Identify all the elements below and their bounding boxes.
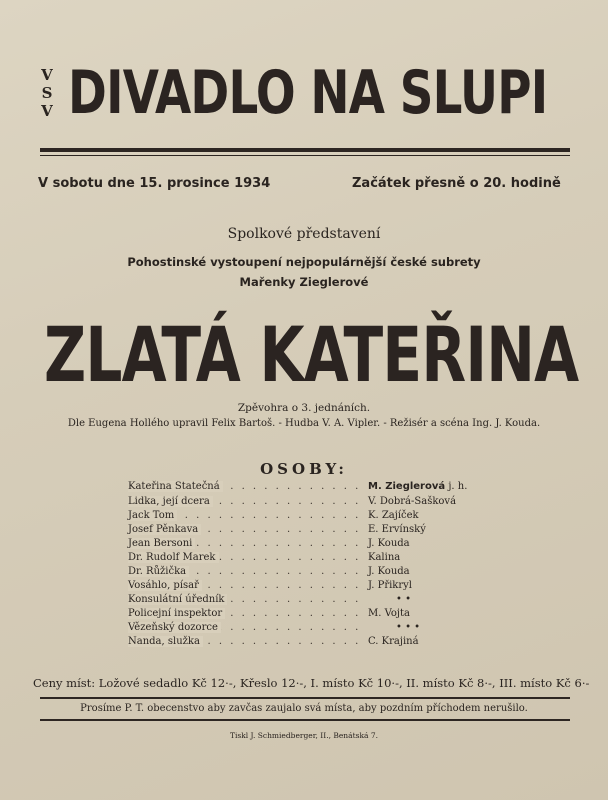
guest-line-2: Mařenky Zieglerové bbox=[239, 275, 369, 289]
vsv-letter: V bbox=[41, 102, 53, 120]
theatre-title: DIVADLO NA SLUPI bbox=[68, 58, 548, 128]
cast-role: Lidka, její dcera bbox=[128, 496, 213, 507]
cast-actor: • • • bbox=[396, 622, 421, 633]
cast-row bbox=[128, 636, 468, 648]
cast-actor: • • bbox=[396, 594, 411, 605]
cast-actor: J. Kouda bbox=[368, 538, 410, 549]
cast-row bbox=[128, 481, 468, 493]
play-title: ZLATÁ KATEŘINA bbox=[44, 310, 579, 399]
cast-role: Kateřina Statečná bbox=[128, 481, 223, 492]
cast-role: Vosáhlo, písař bbox=[128, 580, 202, 591]
cast-row bbox=[128, 622, 468, 634]
play-credits: Dle Eugena Hollého upravil Felix Bartoš. - Hudba V. A. Vipler. - Režisér a scéna Ing. J. Kouda. bbox=[67, 418, 541, 429]
cast-row bbox=[128, 608, 468, 620]
cast-role: Nanda, služka bbox=[128, 636, 203, 647]
cast-row bbox=[128, 496, 468, 508]
cast-actor: J. Kouda bbox=[368, 566, 410, 577]
cast-actor: K. Zajíček bbox=[368, 510, 419, 521]
cast-row bbox=[128, 594, 468, 606]
cast-role: Jean Bersoni bbox=[128, 538, 195, 549]
cast-actor: M. Vojta bbox=[368, 608, 411, 619]
cast-actor: E. Ervínský bbox=[368, 524, 426, 535]
vsv-letter: V bbox=[41, 66, 53, 84]
cast-row bbox=[128, 566, 468, 578]
event-start-time: Začátek přesně o 20. hodině bbox=[352, 176, 561, 191]
cast-role: Jack Tom bbox=[128, 510, 177, 521]
printer-credit: Tiskl J. Schmiedberger, II., Benátská 7. bbox=[229, 731, 379, 740]
performance-type: Spolkové představení bbox=[227, 226, 381, 242]
cast-role: Josef Pěnkava bbox=[128, 524, 201, 535]
guest-line-1: Pohostinské vystoupení nejpopulárnější české subrety bbox=[127, 255, 481, 269]
cast-role: Konsulátní úředník bbox=[128, 594, 227, 605]
cast-row bbox=[128, 538, 468, 550]
audience-notice: Prosíme P. T. obecenstvo aby zavčas zaujalo svá místa, aby pozdním příchodem nerušilo. bbox=[80, 703, 528, 714]
vsv-letter: S bbox=[41, 84, 53, 102]
cast-role: Dr. Rudolf Marek bbox=[128, 552, 219, 563]
cast-actor: C. Krajiná bbox=[368, 636, 419, 647]
cast-role: Vězeňský dozorce bbox=[128, 622, 221, 633]
cast-role: Dr. Růžička bbox=[128, 566, 189, 577]
ticket-prices: Ceny míst: Ložové sedadlo Kč 12·-, Křeslo 12·-, I. místo Kč 10·-, II. místo Kč 8·-, III. místo Kč 6·- bbox=[33, 676, 590, 690]
cast-heading: OSOBY: bbox=[260, 460, 348, 478]
cast-actor: J. Přikryl bbox=[368, 580, 412, 591]
cast-note: j. h. bbox=[448, 481, 468, 492]
cast-row bbox=[128, 580, 468, 592]
cast-actor: M. Zieglerová bbox=[368, 481, 446, 492]
cast-actor: V. Dobrá-Sašková bbox=[368, 496, 457, 507]
cast-row bbox=[128, 552, 468, 564]
play-genre: Zpěvohra o 3. jednáních. bbox=[237, 402, 371, 414]
cast-row bbox=[128, 524, 468, 536]
cast-actor: Kalina bbox=[368, 552, 401, 563]
event-date: V sobotu dne 15. prosince 1934 bbox=[38, 176, 271, 191]
cast-row bbox=[128, 510, 468, 522]
cast-role: Policejní inspektor bbox=[128, 608, 225, 619]
